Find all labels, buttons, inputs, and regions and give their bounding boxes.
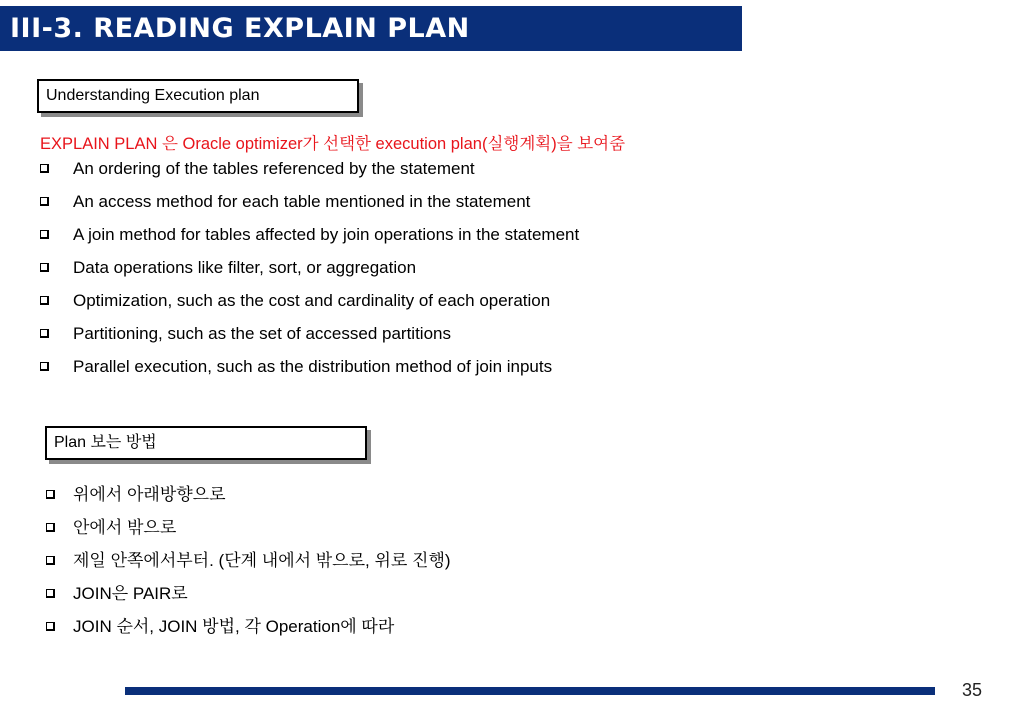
checkbox-bullet-icon (40, 197, 49, 206)
section2-label-box: Plan 보는 방법 (45, 426, 367, 460)
slide-title: III-3. READING EXPLAIN PLAN (10, 13, 470, 44)
checkbox-bullet-icon (40, 230, 49, 239)
checkbox-bullet-icon (46, 622, 55, 631)
title-bar (0, 6, 742, 51)
footer-bar (125, 687, 935, 695)
checkbox-bullet-icon (40, 263, 49, 272)
checkbox-bullet-icon (40, 296, 49, 305)
checkbox-bullet-icon (46, 589, 55, 598)
checkbox-bullet-icon (46, 523, 55, 532)
checkbox-bullet-icon (40, 164, 49, 173)
checkbox-bullet-icon (40, 329, 49, 338)
checkbox-bullet-icon (46, 490, 55, 499)
checkbox-bullet-icon (46, 556, 55, 565)
explain-plan-highlight: EXPLAIN PLAN 은 Oracle optimizer가 선택한 execution plan(실행계획)을 보여줌 (40, 135, 626, 153)
section1-label-box: Understanding Execution plan (37, 79, 359, 113)
checkbox-bullet-icon (40, 362, 49, 371)
page-number: 35 (962, 680, 983, 700)
